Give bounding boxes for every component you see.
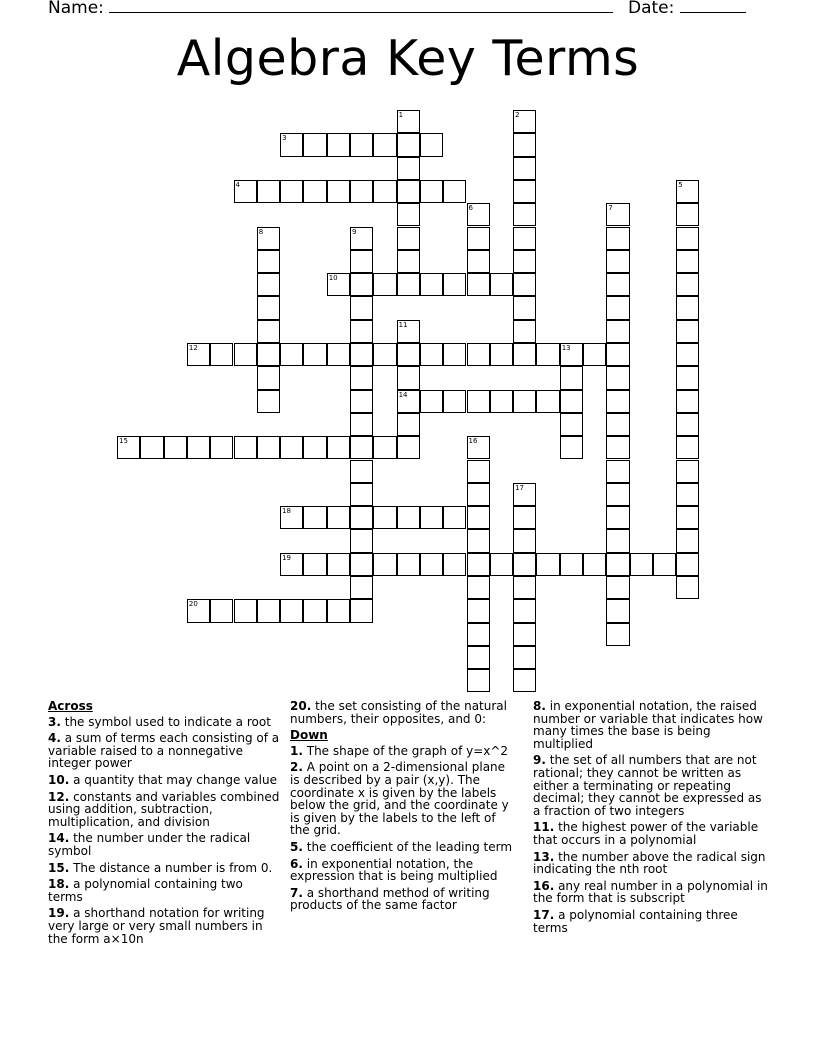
grid-cell[interactable] [350,343,373,366]
grid-cell[interactable] [676,436,699,459]
grid-cell[interactable] [280,599,303,622]
clue-item [290,858,518,883]
down-heading: Down [290,728,328,743]
grid-cell[interactable] [397,273,420,296]
grid-cell[interactable] [513,273,536,296]
grid-cell[interactable] [513,529,536,552]
grid-cell[interactable] [210,436,233,459]
grid-cell[interactable] [676,366,699,389]
grid-cell[interactable] [373,133,396,156]
grid-cell[interactable] [676,576,699,599]
grid-cell[interactable] [490,390,513,413]
grid-cell[interactable] [257,250,280,273]
clue-number-label: 7. [290,885,303,900]
grid-cell[interactable] [676,343,699,366]
clue-number: 15 [119,437,128,446]
clue-number: 13 [561,344,571,352]
grid-cell[interactable] [210,599,233,622]
grid-cell[interactable] [490,553,513,576]
grid-cell[interactable] [490,343,513,366]
grid-cell[interactable] [373,180,396,203]
clue-text: in exponential notation, the expression that is being multiplied [290,856,498,884]
grid-cell[interactable] [606,483,629,506]
grid-cell[interactable] [397,413,420,436]
grid-cell[interactable] [536,343,559,366]
grid-cell[interactable] [583,553,606,576]
grid-cell[interactable] [257,296,280,319]
grid-cell[interactable] [513,343,536,366]
grid-cell[interactable] [443,273,466,296]
clue-number-label: 2. [290,760,303,775]
clue-number: 7 [608,204,613,213]
grid-cell[interactable] [676,296,699,319]
grid-cell[interactable] [513,390,536,413]
clue-item [533,754,769,817]
grid-cell[interactable] [467,599,490,622]
grid-cell[interactable] [350,483,373,506]
grid-cell[interactable] [280,343,303,366]
clue-item [290,887,518,912]
grid-cell[interactable] [443,343,466,366]
grid-cell[interactable] [350,390,373,413]
grid-cell[interactable] [490,273,513,296]
grid-cell[interactable] [443,180,466,203]
grid-cell[interactable] [303,133,326,156]
clue-item [48,862,280,875]
grid-cell[interactable] [303,343,326,366]
clue-item [290,841,518,854]
grid-cell[interactable] [606,390,629,413]
clues-column-3 [533,700,769,938]
grid-cell[interactable] [257,320,280,343]
grid-cell[interactable] [606,366,629,389]
grid-cell[interactable] [606,623,629,646]
grid-cell[interactable] [420,133,443,156]
clue-number: 12 [188,344,198,352]
grid-cell[interactable] [373,273,396,296]
grid-cell[interactable] [513,133,536,156]
grid-cell[interactable] [467,553,490,576]
grid-cell[interactable] [606,599,629,622]
clue-number-label: 6. [290,856,303,871]
grid-cell[interactable] [513,669,536,692]
grid-cell[interactable] [606,576,629,599]
clue-item [48,907,280,945]
clue-number-label: 1. [290,743,303,758]
grid-cell[interactable] [676,413,699,436]
clue-text: the set of all numbers that are not rational; they cannot be written as either a terminating or repeating decimal; they cannot be expressed as a fraction of two integers [533,753,762,818]
clue-text: a polynomial containing three terms [533,907,738,935]
clue-item [48,732,280,770]
grid-cell[interactable] [606,296,629,319]
clue-number: 10 [328,274,338,283]
grid-cell[interactable] [467,460,490,483]
clue-number-label: 20. [290,699,312,713]
grid-cell[interactable] [513,506,536,529]
clue-text: a shorthand method of writing products of the same factor [290,885,490,913]
clue-number-label: 18. [48,877,70,892]
grid-cell[interactable] [327,599,350,622]
grid-cell[interactable] [560,436,583,459]
grid-cell[interactable] [467,250,490,273]
clue-text: in exponential notation, the raised number or variable that indicates how many times the base is being multiplied [533,699,763,751]
clue-number: 16 [468,437,478,446]
grid-cell[interactable] [606,250,629,273]
grid-cell[interactable] [583,343,606,366]
across-heading: Across [48,699,93,713]
grid-cell[interactable] [606,529,629,552]
clue-text: the highest power of the variable that occurs in a polynomial [533,820,759,847]
grid-cell[interactable] [606,413,629,436]
grid-cell[interactable] [536,390,559,413]
grid-cell[interactable] [606,506,629,529]
grid-cell[interactable] [513,623,536,646]
clue-number: 18 [282,507,292,516]
grid-cell[interactable] [397,506,420,529]
grid-cell[interactable] [467,343,490,366]
clue-number: 6 [468,204,473,213]
clue-number-label: 5. [290,839,303,854]
clue-item [533,700,769,750]
clue-text: the number under the radical symbol [48,831,251,858]
grid-cell[interactable] [513,227,536,250]
clue-number-label: 9. [533,753,546,768]
clue-item [533,821,769,846]
grid-cell[interactable] [676,320,699,343]
grid-cell[interactable] [280,180,303,203]
grid-cell[interactable] [350,133,373,156]
clues-column-2 [290,700,518,916]
clue-text: the number above the radical sign indicating the nth root [533,849,766,877]
grid-cell[interactable] [397,343,420,366]
grid-cell[interactable] [560,366,583,389]
clue-number-label: 12. [48,789,70,804]
clue-number-label: 13. [533,849,555,864]
clue-item [290,745,518,758]
grid-cell[interactable] [676,203,699,226]
grid-cell[interactable] [467,227,490,250]
grid-cell[interactable] [676,483,699,506]
grid-cell[interactable] [350,529,373,552]
grid-cell[interactable] [303,506,326,529]
grid-cell[interactable] [676,553,699,576]
grid-cell[interactable] [420,506,443,529]
grid-cell[interactable] [303,180,326,203]
grid-cell[interactable] [397,366,420,389]
clue-item [290,700,518,725]
clue-item [48,774,280,787]
grid-cell[interactable] [327,180,350,203]
grid-cell[interactable] [397,203,420,226]
grid-cell[interactable] [606,553,629,576]
clue-number-label: 4. [48,731,61,746]
grid-cell[interactable] [397,133,420,156]
grid-cell[interactable] [350,506,373,529]
clue-text: constants and variables combined using addition, subtraction, multiplication, and division [48,789,280,829]
clue-number: 14 [398,390,408,399]
clue-number: 5 [678,180,683,189]
grid-cell[interactable] [373,553,396,576]
grid-cell[interactable] [327,133,350,156]
clue-number: 9 [352,227,357,236]
grid-cell[interactable] [350,250,373,273]
grid-cell[interactable] [443,553,466,576]
grid-cell[interactable] [303,436,326,459]
grid-cell[interactable] [373,506,396,529]
clues-column-1 [48,700,280,949]
grid-cell[interactable] [467,576,490,599]
grid-cell[interactable] [606,227,629,250]
grid-cell[interactable] [560,390,583,413]
grid-cell[interactable] [513,553,536,576]
clue-number-label: 10. [48,772,70,787]
grid-cell[interactable] [350,366,373,389]
clue-number-label: 17. [533,907,555,922]
grid-cell[interactable] [350,460,373,483]
grid-cell[interactable] [467,483,490,506]
grid-cell[interactable] [513,599,536,622]
grid-cell[interactable] [257,390,280,413]
grid-cell[interactable] [443,506,466,529]
grid-cell[interactable] [373,436,396,459]
clue-number: 19 [282,553,292,562]
clue-number-label: 15. [48,860,70,875]
grid-cell[interactable] [397,157,420,180]
clue-item [48,791,280,829]
grid-cell[interactable] [234,436,257,459]
clue-item [48,878,280,903]
clue-item [48,716,280,729]
grid-cell[interactable] [234,343,257,366]
grid-cell[interactable] [606,436,629,459]
clue-number: 2 [515,111,520,119]
grid-cell[interactable] [513,250,536,273]
grid-cell[interactable] [606,273,629,296]
grid-cell[interactable] [373,343,396,366]
clue-text: a polynomial containing two terms [48,877,243,904]
grid-cell[interactable] [676,227,699,250]
clue-item [290,761,518,837]
clue-number-label: 8. [533,699,546,713]
grid-cell[interactable] [513,646,536,669]
grid-cell[interactable] [420,553,443,576]
clue-number: 4 [235,180,240,189]
grid-cell[interactable] [140,436,163,459]
grid-cell[interactable] [303,599,326,622]
grid-cell[interactable] [630,553,653,576]
grid-cell[interactable] [513,296,536,319]
grid-cell[interactable] [467,390,490,413]
grid-cell[interactable] [467,669,490,692]
grid-cell[interactable] [467,646,490,669]
clue-text: a quantity that may change value [69,772,277,787]
grid-cell[interactable] [467,623,490,646]
grid-cell[interactable] [676,506,699,529]
clue-text: the coefficient of the leading term [302,839,513,854]
grid-cell[interactable] [536,553,559,576]
clue-number: 3 [282,134,287,143]
grid-cell[interactable] [257,436,280,459]
grid-cell[interactable] [467,273,490,296]
grid-cell[interactable] [303,553,326,576]
clue-number-label: 3. [48,714,61,729]
grid-cell[interactable] [513,320,536,343]
grid-cell[interactable] [350,413,373,436]
clue-text: The shape of the graph of y=x^2 [302,743,509,758]
grid-cell[interactable] [164,436,187,459]
grid-cell[interactable] [257,366,280,389]
clue-number-label: 14. [48,831,70,846]
grid-cell[interactable] [397,227,420,250]
grid-cell[interactable] [676,273,699,296]
grid-cell[interactable] [327,436,350,459]
grid-cell[interactable] [350,599,373,622]
grid-cell[interactable] [676,529,699,552]
clue-text: the set consisting of the natural numbers, their opposites, and 0: [290,699,507,726]
grid-cell[interactable] [606,320,629,343]
clue-number-label: 19. [48,906,70,921]
grid-cell[interactable] [327,506,350,529]
grid-cell[interactable] [350,296,373,319]
grid-cell[interactable] [420,273,443,296]
clue-number-label: 11. [533,820,555,835]
grid-cell[interactable] [443,390,466,413]
clue-text: a sum of terms each consisting of a variable raised to a nonnegative integer power [48,731,280,771]
grid-cell[interactable] [397,436,420,459]
grid-cell[interactable] [350,553,373,576]
grid-cell[interactable] [420,390,443,413]
grid-cell[interactable] [676,390,699,413]
grid-cell[interactable] [676,250,699,273]
grid-cell[interactable] [257,273,280,296]
grid-cell[interactable] [257,180,280,203]
grid-cell[interactable] [606,343,629,366]
grid-cell[interactable] [350,180,373,203]
grid-cell[interactable] [234,599,257,622]
clue-item [533,851,769,876]
clue-number-label: 16. [533,878,555,893]
grid-cell[interactable] [187,436,210,459]
grid-cell[interactable] [210,343,233,366]
grid-cell[interactable] [327,553,350,576]
grid-cell[interactable] [257,599,280,622]
date-label: Date: [628,0,675,18]
grid-cell[interactable] [350,576,373,599]
grid-cell[interactable] [513,576,536,599]
clue-item [533,880,769,905]
grid-cell[interactable] [397,180,420,203]
clue-number: 11 [398,320,408,329]
grid-cell[interactable] [257,343,280,366]
grid-cell[interactable] [606,460,629,483]
clue-number: 17 [515,483,525,492]
grid-cell[interactable] [420,343,443,366]
clue-item [48,832,280,857]
grid-cell[interactable] [420,180,443,203]
clue-text: The distance a number is from 0. [69,860,273,875]
clue-number: 20 [188,600,198,609]
clue-text: any real number in a polynomial in the form that is subscript [533,878,768,906]
clue-number: 1 [398,111,404,119]
grid-cell[interactable] [653,553,676,576]
grid-cell[interactable] [397,250,420,273]
grid-cell[interactable] [350,320,373,343]
clue-text: the symbol used to indicate a root [60,714,271,729]
clue-text: A point on a 2-dimensional plane is described by a pair (x,y). The coordinate x is given by the labels below the grid, and the coordinate y is given by the labels to the left of the grid. [290,760,509,838]
grid-cell[interactable] [676,460,699,483]
page-title: Algebra Key Terms [176,30,640,87]
grid-cell[interactable] [280,436,303,459]
grid-cell[interactable] [467,506,490,529]
grid-cell[interactable] [350,436,373,459]
grid-cell[interactable] [397,553,420,576]
grid-cell[interactable] [513,157,536,180]
clue-item [533,909,769,934]
grid-cell[interactable] [513,180,536,203]
grid-cell[interactable] [560,553,583,576]
grid-cell[interactable] [350,273,373,296]
grid-cell[interactable] [560,413,583,436]
grid-cell[interactable] [327,343,350,366]
grid-cell[interactable] [513,203,536,226]
name-label: Name: [48,0,104,18]
clue-number: 8 [258,227,264,236]
clue-text: a shorthand notation for writing very large or very small numbers in the form a×10n [48,906,265,946]
grid-cell[interactable] [467,529,490,552]
